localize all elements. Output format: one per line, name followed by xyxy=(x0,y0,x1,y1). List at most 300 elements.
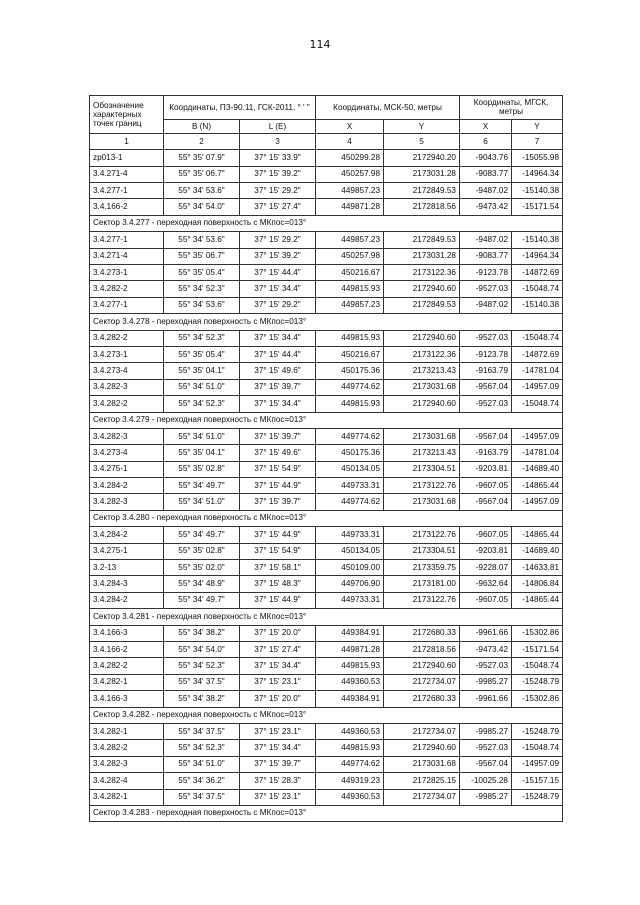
latitude-cell: 55° 35' 05.4" xyxy=(164,346,240,362)
mgsk-y-cell: -14806.84 xyxy=(512,576,563,592)
point-id-cell: 3.4.284-2 xyxy=(90,527,164,543)
mgsk-y-cell: -15048.74 xyxy=(512,658,563,674)
mgsk-y-cell: -15048.74 xyxy=(512,330,563,346)
latitude-cell: 55° 34' 52.3" xyxy=(164,281,240,297)
msk50-x-cell: 450299.28 xyxy=(316,150,384,166)
page-number: 114 xyxy=(309,38,331,51)
table-body xyxy=(90,96,563,822)
mgsk-x-cell: -9567.04 xyxy=(460,428,512,444)
mgsk-x-cell: -9607.05 xyxy=(460,592,512,608)
point-id-cell: 3.4.282-3 xyxy=(90,428,164,444)
header-y-msk: Y xyxy=(384,119,460,133)
header-row-groups xyxy=(90,96,563,120)
longitude-cell: 37° 15' 39.2" xyxy=(240,166,316,182)
mgsk-x-cell: -9527.03 xyxy=(460,658,512,674)
table-row xyxy=(90,691,563,707)
longitude-cell: 37° 15' 39.7" xyxy=(240,379,316,395)
mgsk-x-cell: -9083.77 xyxy=(460,166,512,182)
mgsk-x-cell: -9487.02 xyxy=(460,183,512,199)
header-msk50-group: Координаты, МСК-50, метры xyxy=(316,96,460,120)
sector-title: Сектор 3.4.283 - переходная поверхность с МКпос=013° xyxy=(90,805,563,821)
mgsk-y-cell: -15140.38 xyxy=(512,232,563,248)
msk50-x-cell: 449384.91 xyxy=(316,691,384,707)
msk50-y-cell: 2173359.75 xyxy=(384,560,460,576)
sector-row xyxy=(90,707,563,723)
latitude-cell: 55° 34' 36.2" xyxy=(164,773,240,789)
mgsk-y-cell: -15302.86 xyxy=(512,691,563,707)
header-pz90-group: Координаты, ПЗ-90.11, ГСК-2011, ° ' " xyxy=(164,96,316,120)
point-id-cell: zp013-1 xyxy=(90,150,164,166)
point-id-cell: 3.2-13 xyxy=(90,560,164,576)
mgsk-y-cell: -15248.79 xyxy=(512,674,563,690)
msk50-y-cell: 2173031.68 xyxy=(384,494,460,510)
mgsk-y-cell: -15248.79 xyxy=(512,789,563,805)
mgsk-x-cell: -9985.27 xyxy=(460,789,512,805)
msk50-x-cell: 449706.90 xyxy=(316,576,384,592)
msk50-y-cell: 2172734.07 xyxy=(384,674,460,690)
longitude-cell: 37° 15' 58.1" xyxy=(240,560,316,576)
point-id-cell: 3.4.282-2 xyxy=(90,281,164,297)
msk50-y-cell: 2173122.36 xyxy=(384,346,460,362)
table-row xyxy=(90,527,563,543)
msk50-x-cell: 449871.28 xyxy=(316,641,384,657)
latitude-cell: 55° 35' 02.0" xyxy=(164,560,240,576)
mgsk-x-cell: -9961.66 xyxy=(460,625,512,641)
msk50-x-cell: 449815.93 xyxy=(316,658,384,674)
mgsk-x-cell: -9163.79 xyxy=(460,363,512,379)
msk50-y-cell: 2172680.33 xyxy=(384,691,460,707)
table-row xyxy=(90,478,563,494)
header-x-msk: X xyxy=(316,119,384,133)
latitude-cell: 55° 34' 54.0" xyxy=(164,199,240,215)
column-number: 3 xyxy=(240,134,316,150)
mgsk-y-cell: -14689.40 xyxy=(512,461,563,477)
table-row xyxy=(90,346,563,362)
msk50-x-cell: 449815.93 xyxy=(316,740,384,756)
latitude-cell: 55° 35' 06.7" xyxy=(164,248,240,264)
msk50-y-cell: 2172940.60 xyxy=(384,330,460,346)
column-number: 7 xyxy=(512,134,563,150)
mgsk-y-cell: -14865.44 xyxy=(512,527,563,543)
mgsk-y-cell: -15055.98 xyxy=(512,150,563,166)
table-row xyxy=(90,232,563,248)
table-row xyxy=(90,281,563,297)
msk50-y-cell: 2172940.20 xyxy=(384,150,460,166)
point-id-cell: 3.4.282-3 xyxy=(90,756,164,772)
mgsk-y-cell: -15048.74 xyxy=(512,396,563,412)
latitude-cell: 55° 34' 52.3" xyxy=(164,330,240,346)
latitude-cell: 55° 34' 52.3" xyxy=(164,396,240,412)
table-row xyxy=(90,592,563,608)
msk50-x-cell: 450257.98 xyxy=(316,248,384,264)
msk50-x-cell: 449857.23 xyxy=(316,183,384,199)
msk50-x-cell: 449733.31 xyxy=(316,478,384,494)
msk50-x-cell: 449360.53 xyxy=(316,723,384,739)
mgsk-y-cell: -14957.09 xyxy=(512,379,563,395)
mgsk-y-cell: -15157.15 xyxy=(512,773,563,789)
mgsk-x-cell: -9567.04 xyxy=(460,756,512,772)
msk50-y-cell: 2173213.43 xyxy=(384,445,460,461)
msk50-y-cell: 2172940.60 xyxy=(384,281,460,297)
mgsk-y-cell: -15140.38 xyxy=(512,297,563,313)
sector-title: Сектор 3.4.278 - переходная поверхность с МКпос=013° xyxy=(90,314,563,330)
point-id-cell: 3.4.282-1 xyxy=(90,674,164,690)
header-y-mgsk: Y xyxy=(512,119,563,133)
table-row xyxy=(90,789,563,805)
msk50-y-cell: 2172680.33 xyxy=(384,625,460,641)
msk50-x-cell: 450134.05 xyxy=(316,461,384,477)
point-id-cell: 3.4.271-4 xyxy=(90,166,164,182)
table-row xyxy=(90,445,563,461)
msk50-y-cell: 2173031.28 xyxy=(384,166,460,182)
mgsk-y-cell: -14964.34 xyxy=(512,166,563,182)
msk50-y-cell: 2172734.07 xyxy=(384,789,460,805)
point-id-cell: 3.4.273-4 xyxy=(90,363,164,379)
msk50-x-cell: 450134.05 xyxy=(316,543,384,559)
mgsk-x-cell: -9567.04 xyxy=(460,494,512,510)
mgsk-y-cell: -14781.04 xyxy=(512,363,563,379)
longitude-cell: 37° 15' 23.1" xyxy=(240,674,316,690)
longitude-cell: 37° 15' 20.0" xyxy=(240,691,316,707)
latitude-cell: 55° 34' 51.0" xyxy=(164,494,240,510)
latitude-cell: 55° 34' 38.2" xyxy=(164,691,240,707)
longitude-cell: 37° 15' 54.9" xyxy=(240,461,316,477)
point-id-cell: 3.4.277-1 xyxy=(90,232,164,248)
longitude-cell: 37° 15' 48.3" xyxy=(240,576,316,592)
header-point-label: Обозначение характерных точек границ xyxy=(90,96,164,134)
latitude-cell: 55° 34' 37.5" xyxy=(164,674,240,690)
mgsk-y-cell: -14865.44 xyxy=(512,478,563,494)
table-row xyxy=(90,248,563,264)
mgsk-x-cell: -9985.27 xyxy=(460,674,512,690)
mgsk-y-cell: -15140.38 xyxy=(512,183,563,199)
table-row xyxy=(90,297,563,313)
longitude-cell: 37° 15' 44.4" xyxy=(240,346,316,362)
mgsk-x-cell: -9123.78 xyxy=(460,346,512,362)
table-row xyxy=(90,428,563,444)
longitude-cell: 37° 15' 20.0" xyxy=(240,625,316,641)
point-id-cell: 3.4.284-2 xyxy=(90,592,164,608)
mgsk-y-cell: -14872.69 xyxy=(512,346,563,362)
header-column-numbers xyxy=(90,134,563,150)
point-id-cell: 3.4.282-1 xyxy=(90,789,164,805)
mgsk-y-cell: -15302.86 xyxy=(512,625,563,641)
msk50-x-cell: 449857.23 xyxy=(316,232,384,248)
msk50-y-cell: 2173031.68 xyxy=(384,428,460,444)
msk50-x-cell: 449360.53 xyxy=(316,674,384,690)
latitude-cell: 55° 34' 51.0" xyxy=(164,756,240,772)
msk50-x-cell: 450175.36 xyxy=(316,445,384,461)
mgsk-x-cell: -9527.03 xyxy=(460,330,512,346)
mgsk-y-cell: -14633.81 xyxy=(512,560,563,576)
column-number: 4 xyxy=(316,134,384,150)
mgsk-y-cell: -14957.09 xyxy=(512,428,563,444)
msk50-y-cell: 2173122.36 xyxy=(384,265,460,281)
point-id-cell: 3.4.166-2 xyxy=(90,199,164,215)
longitude-cell: 37° 15' 29.2" xyxy=(240,232,316,248)
latitude-cell: 55° 34' 37.5" xyxy=(164,789,240,805)
msk50-y-cell: 2172849.53 xyxy=(384,183,460,199)
table-row xyxy=(90,560,563,576)
point-id-cell: 3.4.166-2 xyxy=(90,641,164,657)
mgsk-y-cell: -14964.34 xyxy=(512,248,563,264)
mgsk-y-cell: -14872.69 xyxy=(512,265,563,281)
mgsk-x-cell: -9527.03 xyxy=(460,396,512,412)
latitude-cell: 55° 34' 52.3" xyxy=(164,658,240,674)
sector-row xyxy=(90,314,563,330)
point-id-cell: 3.4.166-3 xyxy=(90,691,164,707)
table-row xyxy=(90,330,563,346)
sector-title: Сектор 3.4.279 - переходная поверхность с МКпос=013° xyxy=(90,412,563,428)
mgsk-y-cell: -14781.04 xyxy=(512,445,563,461)
longitude-cell: 37° 15' 28.3" xyxy=(240,773,316,789)
latitude-cell: 55° 34' 48.9" xyxy=(164,576,240,592)
latitude-cell: 55° 34' 53.6" xyxy=(164,183,240,199)
column-number: 6 xyxy=(460,134,512,150)
mgsk-y-cell: -15248.79 xyxy=(512,723,563,739)
mgsk-x-cell: -9203.81 xyxy=(460,543,512,559)
table-row xyxy=(90,756,563,772)
mgsk-x-cell: -9473.42 xyxy=(460,641,512,657)
longitude-cell: 37° 15' 33.9" xyxy=(240,150,316,166)
msk50-y-cell: 2172940.60 xyxy=(384,658,460,674)
point-id-cell: 3.4.282-2 xyxy=(90,330,164,346)
mgsk-x-cell: -9567.04 xyxy=(460,379,512,395)
longitude-cell: 37° 15' 23.1" xyxy=(240,723,316,739)
msk50-y-cell: 2173031.28 xyxy=(384,248,460,264)
mgsk-x-cell: -9043.76 xyxy=(460,150,512,166)
msk50-x-cell: 449774.62 xyxy=(316,756,384,772)
point-id-cell: 3.4.284-2 xyxy=(90,478,164,494)
mgsk-x-cell: -9487.02 xyxy=(460,297,512,313)
msk50-x-cell: 450216.67 xyxy=(316,346,384,362)
msk50-x-cell: 449360.53 xyxy=(316,789,384,805)
msk50-x-cell: 449871.28 xyxy=(316,199,384,215)
header-mgsk-group: Координаты, МГСК, метры xyxy=(460,96,563,120)
mgsk-x-cell: -9083.77 xyxy=(460,248,512,264)
longitude-cell: 37° 15' 44.9" xyxy=(240,592,316,608)
table-row xyxy=(90,379,563,395)
msk50-x-cell: 449733.31 xyxy=(316,592,384,608)
mgsk-y-cell: -14865.44 xyxy=(512,592,563,608)
msk50-y-cell: 2172849.53 xyxy=(384,232,460,248)
table-row xyxy=(90,396,563,412)
longitude-cell: 37° 15' 54.9" xyxy=(240,543,316,559)
longitude-cell: 37° 15' 34.4" xyxy=(240,281,316,297)
table-row xyxy=(90,723,563,739)
table-row xyxy=(90,543,563,559)
longitude-cell: 37° 15' 44.4" xyxy=(240,265,316,281)
mgsk-y-cell: -14957.09 xyxy=(512,756,563,772)
mgsk-x-cell: -9203.81 xyxy=(460,461,512,477)
msk50-y-cell: 2173122.76 xyxy=(384,478,460,494)
msk50-y-cell: 2172825.15 xyxy=(384,773,460,789)
mgsk-x-cell: -9123.78 xyxy=(460,265,512,281)
longitude-cell: 37° 15' 29.2" xyxy=(240,297,316,313)
latitude-cell: 55° 35' 07.9" xyxy=(164,150,240,166)
longitude-cell: 37° 15' 44.9" xyxy=(240,478,316,494)
point-id-cell: 3.4.275-1 xyxy=(90,543,164,559)
latitude-cell: 55° 34' 51.0" xyxy=(164,379,240,395)
mgsk-y-cell: -15048.74 xyxy=(512,740,563,756)
table-row xyxy=(90,166,563,182)
msk50-y-cell: 2173031.68 xyxy=(384,379,460,395)
table-row xyxy=(90,150,563,166)
mgsk-y-cell: -15171.54 xyxy=(512,199,563,215)
mgsk-x-cell: -9607.05 xyxy=(460,478,512,494)
mgsk-x-cell: -9985.27 xyxy=(460,723,512,739)
msk50-y-cell: 2172940.60 xyxy=(384,740,460,756)
latitude-cell: 55° 34' 53.6" xyxy=(164,297,240,313)
header-l: L (E) xyxy=(240,119,316,133)
msk50-y-cell: 2172940.60 xyxy=(384,396,460,412)
longitude-cell: 37° 15' 23.1" xyxy=(240,789,316,805)
msk50-y-cell: 2172818.56 xyxy=(384,199,460,215)
table-row xyxy=(90,773,563,789)
sector-title: Сектор 3.4.282 - переходная поверхность с МКпос=013° xyxy=(90,707,563,723)
msk50-y-cell: 2172734.07 xyxy=(384,723,460,739)
point-id-cell: 3.4.275-1 xyxy=(90,461,164,477)
latitude-cell: 55° 35' 02.8" xyxy=(164,461,240,477)
msk50-x-cell: 449815.93 xyxy=(316,330,384,346)
mgsk-x-cell: -9487.02 xyxy=(460,232,512,248)
longitude-cell: 37° 15' 49.6" xyxy=(240,445,316,461)
point-id-cell: 3.4.273-4 xyxy=(90,445,164,461)
header-x-mgsk: X xyxy=(460,119,512,133)
table-row xyxy=(90,183,563,199)
mgsk-y-cell: -14957.09 xyxy=(512,494,563,510)
msk50-x-cell: 449857.23 xyxy=(316,297,384,313)
longitude-cell: 37° 15' 39.7" xyxy=(240,428,316,444)
column-number: 2 xyxy=(164,134,240,150)
longitude-cell: 37° 15' 49.6" xyxy=(240,363,316,379)
longitude-cell: 37° 15' 27.4" xyxy=(240,641,316,657)
point-id-cell: 3.4.282-3 xyxy=(90,494,164,510)
point-id-cell: 3.4.282-4 xyxy=(90,773,164,789)
column-number: 1 xyxy=(90,134,164,150)
latitude-cell: 55° 34' 51.0" xyxy=(164,428,240,444)
mgsk-y-cell: -15048.74 xyxy=(512,281,563,297)
point-id-cell: 3.4.282-2 xyxy=(90,396,164,412)
point-id-cell: 3.4.166-3 xyxy=(90,625,164,641)
longitude-cell: 37° 15' 34.4" xyxy=(240,740,316,756)
latitude-cell: 55° 34' 52.3" xyxy=(164,740,240,756)
header-b: B (N) xyxy=(164,119,240,133)
latitude-cell: 55° 34' 38.2" xyxy=(164,625,240,641)
mgsk-x-cell: -10025.28 xyxy=(460,773,512,789)
mgsk-x-cell: -9527.03 xyxy=(460,281,512,297)
point-id-cell: 3.4.277-1 xyxy=(90,183,164,199)
mgsk-y-cell: -15171.54 xyxy=(512,641,563,657)
mgsk-x-cell: -9228.07 xyxy=(460,560,512,576)
latitude-cell: 55° 35' 02.8" xyxy=(164,543,240,559)
msk50-x-cell: 449774.62 xyxy=(316,428,384,444)
msk50-x-cell: 449815.93 xyxy=(316,281,384,297)
longitude-cell: 37° 15' 39.7" xyxy=(240,494,316,510)
latitude-cell: 55° 34' 53.6" xyxy=(164,232,240,248)
table-row xyxy=(90,576,563,592)
longitude-cell: 37° 15' 34.4" xyxy=(240,330,316,346)
table-row xyxy=(90,658,563,674)
msk50-x-cell: 450175.36 xyxy=(316,363,384,379)
table-row xyxy=(90,461,563,477)
table-row xyxy=(90,363,563,379)
latitude-cell: 55° 35' 04.1" xyxy=(164,445,240,461)
mgsk-x-cell: -9607.05 xyxy=(460,527,512,543)
latitude-cell: 55° 35' 04.1" xyxy=(164,363,240,379)
msk50-y-cell: 2173304.51 xyxy=(384,543,460,559)
sector-row xyxy=(90,510,563,526)
column-number: 5 xyxy=(384,134,460,150)
sector-title: Сектор 3.4.281 - переходная поверхность с МКпос=013° xyxy=(90,609,563,625)
msk50-x-cell: 449319.23 xyxy=(316,773,384,789)
latitude-cell: 55° 34' 54.0" xyxy=(164,641,240,657)
table-row xyxy=(90,265,563,281)
msk50-y-cell: 2173304.51 xyxy=(384,461,460,477)
point-id-cell: 3.4.273-1 xyxy=(90,346,164,362)
sector-title: Сектор 3.4.277 - переходная поверхность с МКпос=013° xyxy=(90,215,563,231)
longitude-cell: 37° 15' 34.4" xyxy=(240,658,316,674)
longitude-cell: 37° 15' 27.4" xyxy=(240,199,316,215)
msk50-y-cell: 2172818.56 xyxy=(384,641,460,657)
coordinates-table xyxy=(89,95,563,822)
longitude-cell: 37° 15' 44.9" xyxy=(240,527,316,543)
table-row xyxy=(90,674,563,690)
point-id-cell: 3.4.282-1 xyxy=(90,723,164,739)
mgsk-y-cell: -14689.40 xyxy=(512,543,563,559)
table-row xyxy=(90,740,563,756)
msk50-y-cell: 2173181.00 xyxy=(384,576,460,592)
point-id-cell: 3.4.273-1 xyxy=(90,265,164,281)
latitude-cell: 55° 34' 49.7" xyxy=(164,527,240,543)
latitude-cell: 55° 34' 49.7" xyxy=(164,478,240,494)
latitude-cell: 55° 35' 05.4" xyxy=(164,265,240,281)
point-id-cell: 3.4.282-2 xyxy=(90,658,164,674)
sector-title: Сектор 3.4.280 - переходная поверхность с МКпос=013° xyxy=(90,510,563,526)
point-id-cell: 3.4.277-1 xyxy=(90,297,164,313)
latitude-cell: 55° 35' 06.7" xyxy=(164,166,240,182)
msk50-y-cell: 2173213.43 xyxy=(384,363,460,379)
longitude-cell: 37° 15' 29.2" xyxy=(240,183,316,199)
msk50-y-cell: 2173122.76 xyxy=(384,527,460,543)
point-id-cell: 3.4.284-3 xyxy=(90,576,164,592)
msk50-x-cell: 449815.93 xyxy=(316,396,384,412)
msk50-x-cell: 449384.91 xyxy=(316,625,384,641)
point-id-cell: 3.4.271-4 xyxy=(90,248,164,264)
mgsk-x-cell: -9163.79 xyxy=(460,445,512,461)
mgsk-x-cell: -9527.03 xyxy=(460,740,512,756)
point-id-cell: 3.4.282-2 xyxy=(90,740,164,756)
sector-row xyxy=(90,805,563,821)
sector-row xyxy=(90,412,563,428)
point-id-cell: 3.4.282-3 xyxy=(90,379,164,395)
table-row xyxy=(90,494,563,510)
msk50-y-cell: 2173122.76 xyxy=(384,592,460,608)
table-row xyxy=(90,641,563,657)
msk50-x-cell: 450109.00 xyxy=(316,560,384,576)
msk50-y-cell: 2172849.53 xyxy=(384,297,460,313)
longitude-cell: 37° 15' 39.7" xyxy=(240,756,316,772)
mgsk-x-cell: -9632.64 xyxy=(460,576,512,592)
msk50-x-cell: 450216.67 xyxy=(316,265,384,281)
msk50-y-cell: 2173031.68 xyxy=(384,756,460,772)
table-row xyxy=(90,625,563,641)
table-row xyxy=(90,199,563,215)
msk50-x-cell: 449774.62 xyxy=(316,379,384,395)
sector-row xyxy=(90,215,563,231)
latitude-cell: 55° 34' 37.5" xyxy=(164,723,240,739)
longitude-cell: 37° 15' 39.2" xyxy=(240,248,316,264)
